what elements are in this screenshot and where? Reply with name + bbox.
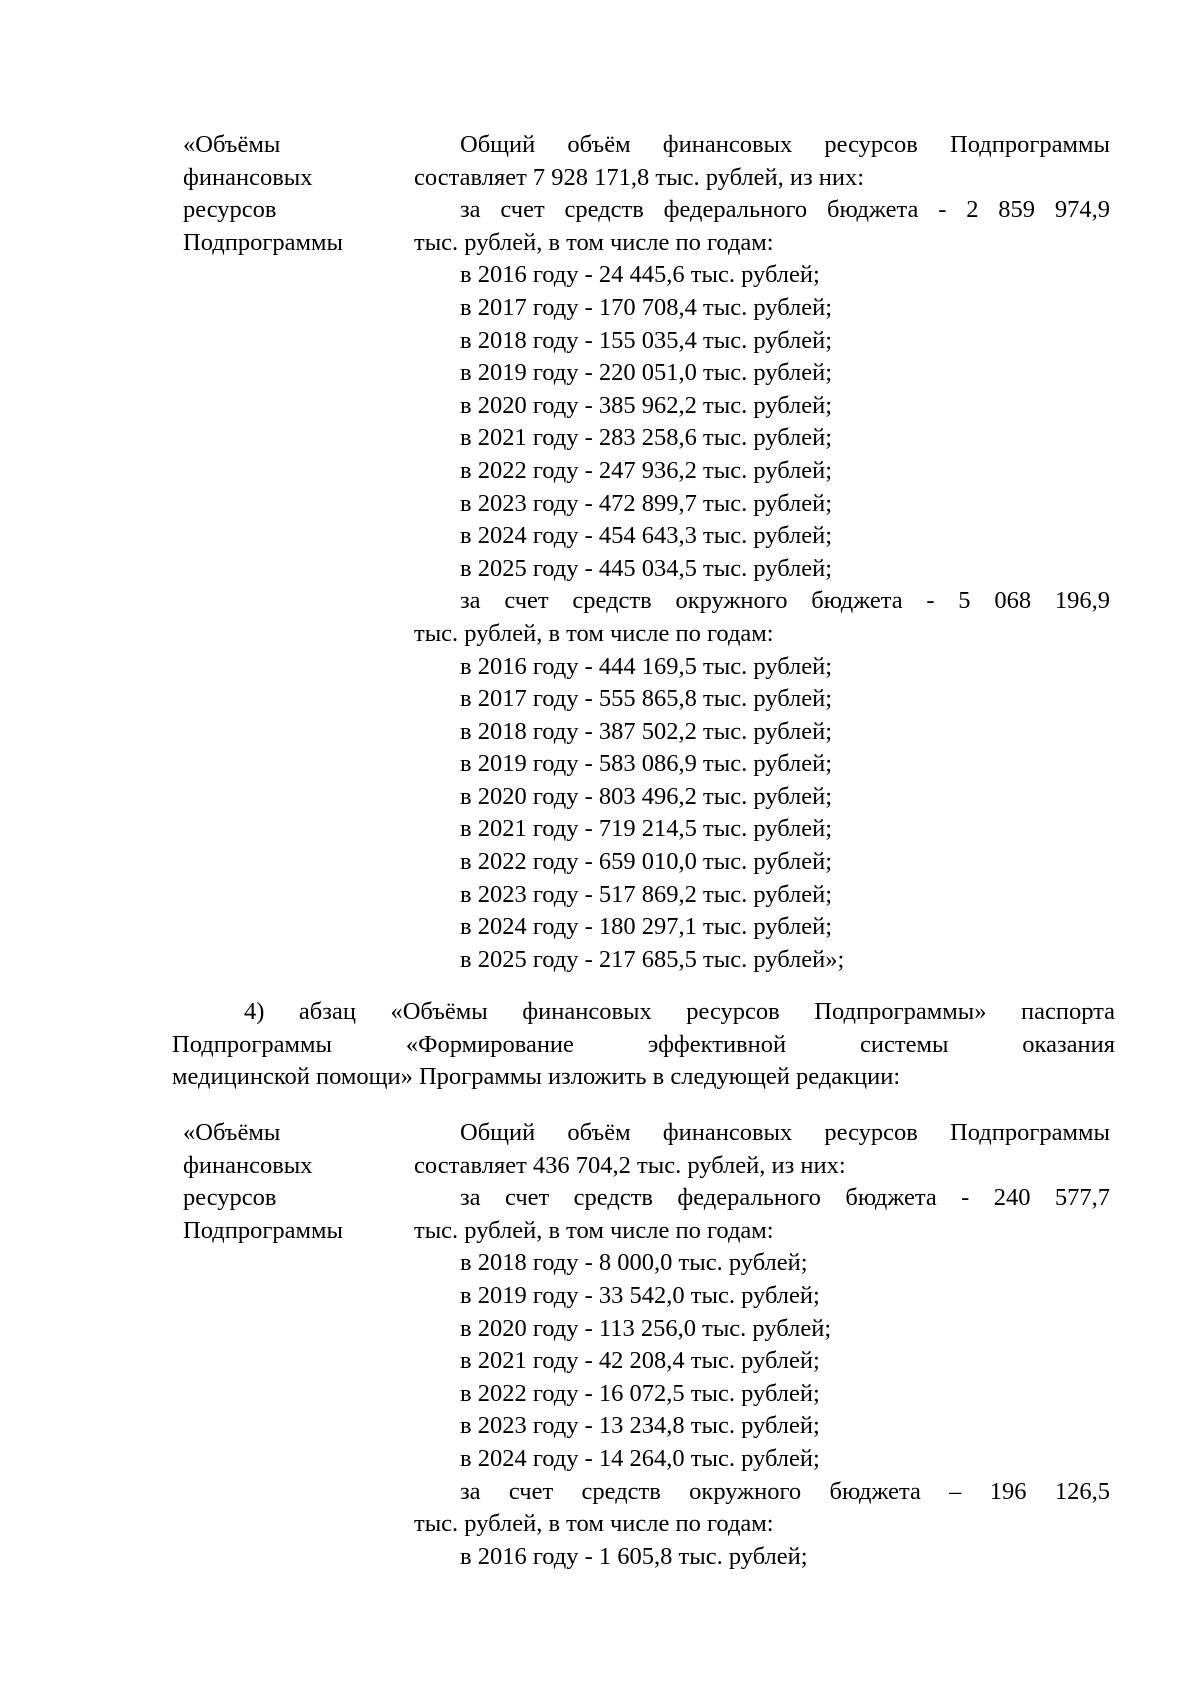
federal-year-item: в 2018 году - 155 035,4 тыс. рублей; <box>460 326 833 354</box>
label-line: «Объёмы <box>183 1119 281 1146</box>
label-line: «Объёмы <box>183 131 281 158</box>
district-budget-line-cont: тыс. рублей, в том числе по годам: <box>414 619 774 647</box>
federal-year-item: в 2021 году - 42 208,4 тыс. рублей; <box>460 1347 820 1375</box>
paragraph-line: медицинской помощи» Программы изложить в следующей редакции: <box>172 1063 901 1091</box>
label-line: ресурсов <box>183 1184 277 1212</box>
district-budget-line: за счет средств окружного бюджета – 196 126,5 <box>460 1477 1110 1505</box>
total-line: Общий объём финансовых ресурсов Подпрограммы <box>460 131 1110 158</box>
federal-year-item: в 2025 году - 445 034,5 тыс. рублей; <box>460 554 833 582</box>
district-year-item: в 2023 году - 517 869,2 тыс. рублей; <box>460 880 833 908</box>
district-year-item: в 2017 году - 555 865,8 тыс. рублей; <box>460 685 833 713</box>
federal-year-item: в 2020 году - 385 962,2 тыс. рублей; <box>460 391 833 419</box>
label-line: финансовых <box>183 1151 313 1179</box>
district-year-item: в 2019 году - 583 086,9 тыс. рублей; <box>460 750 833 778</box>
federal-year-item: в 2023 году - 472 899,7 тыс. рублей; <box>460 489 833 517</box>
district-year-item: в 2020 году - 803 496,2 тыс. рублей; <box>460 782 833 810</box>
federal-year-item: в 2019 году - 33 542,0 тыс. рублей; <box>460 1281 820 1309</box>
district-year-item: в 2018 году - 387 502,2 тыс. рублей; <box>460 717 833 745</box>
federal-year-item: в 2024 году - 454 643,3 тыс. рублей; <box>460 522 833 550</box>
label-line: ресурсов <box>183 196 277 224</box>
federal-budget-line: за счет средств федерального бюджета - 2 859 974,9 <box>460 196 1110 224</box>
block2-content <box>414 1117 1110 1573</box>
district-year-item: в 2024 году - 180 297,1 тыс. рублей; <box>460 913 833 941</box>
total-line-cont: составляет 7 928 171,8 тыс. рублей, из них: <box>414 163 865 191</box>
federal-year-item: в 2022 году - 16 072,5 тыс. рублей; <box>460 1379 820 1407</box>
block2-label <box>183 1117 373 1247</box>
district-year-item: в 2016 году - 444 169,5 тыс. рублей; <box>460 652 833 680</box>
label-line: Подпрограммы <box>183 228 343 256</box>
total-line: Общий объём финансовых ресурсов Подпрограммы <box>460 1119 1110 1146</box>
federal-year-item: в 2024 году - 14 264,0 тыс. рублей; <box>460 1444 820 1472</box>
federal-year-item: в 2018 году - 8 000,0 тыс. рублей; <box>460 1249 808 1277</box>
federal-year-item: в 2021 году - 283 258,6 тыс. рублей; <box>460 424 833 452</box>
federal-budget-line: за счет средств федерального бюджета - 240 577,7 <box>460 1184 1110 1212</box>
total-line-cont: составляет 436 704,2 тыс. рублей, из них: <box>414 1151 846 1179</box>
federal-year-item: в 2020 году - 113 256,0 тыс. рублей; <box>460 1314 832 1342</box>
label-line: Подпрограммы <box>183 1216 343 1244</box>
block1-label <box>183 129 373 259</box>
label-line: финансовых <box>183 163 313 191</box>
federal-year-item: в 2023 году - 13 234,8 тыс. рублей; <box>460 1412 820 1440</box>
district-year-item: в 2016 году - 1 605,8 тыс. рублей; <box>460 1542 808 1570</box>
federal-budget-line-cont: тыс. рублей, в том числе по годам: <box>414 1216 774 1244</box>
district-year-item: в 2022 году - 659 010,0 тыс. рублей; <box>460 848 833 876</box>
district-year-item: в 2025 году - 217 685,5 тыс. рублей»; <box>460 945 845 973</box>
paragraph-line: 4) абзац «Объёмы финансовых ресурсов Подпрограммы» паспорта <box>244 998 1115 1025</box>
paragraph-4 <box>172 996 1115 1094</box>
federal-year-item: в 2022 году - 247 936,2 тыс. рублей; <box>460 456 833 484</box>
block1-content <box>414 129 1110 976</box>
district-year-item: в 2021 году - 719 214,5 тыс. рублей; <box>460 815 833 843</box>
paragraph-line: Подпрограммы «Формирование эффективной системы оказания <box>172 1030 1115 1058</box>
district-budget-line-cont: тыс. рублей, в том числе по годам: <box>414 1510 774 1538</box>
federal-year-item: в 2019 году - 220 051,0 тыс. рублей; <box>460 359 833 387</box>
federal-year-item: в 2017 году - 170 708,4 тыс. рублей; <box>460 293 833 321</box>
federal-budget-line-cont: тыс. рублей, в том числе по годам: <box>414 228 774 256</box>
federal-year-item: в 2016 году - 24 445,6 тыс. рублей; <box>460 261 820 289</box>
district-budget-line: за счет средств окружного бюджета - 5 068 196,9 <box>460 587 1110 615</box>
